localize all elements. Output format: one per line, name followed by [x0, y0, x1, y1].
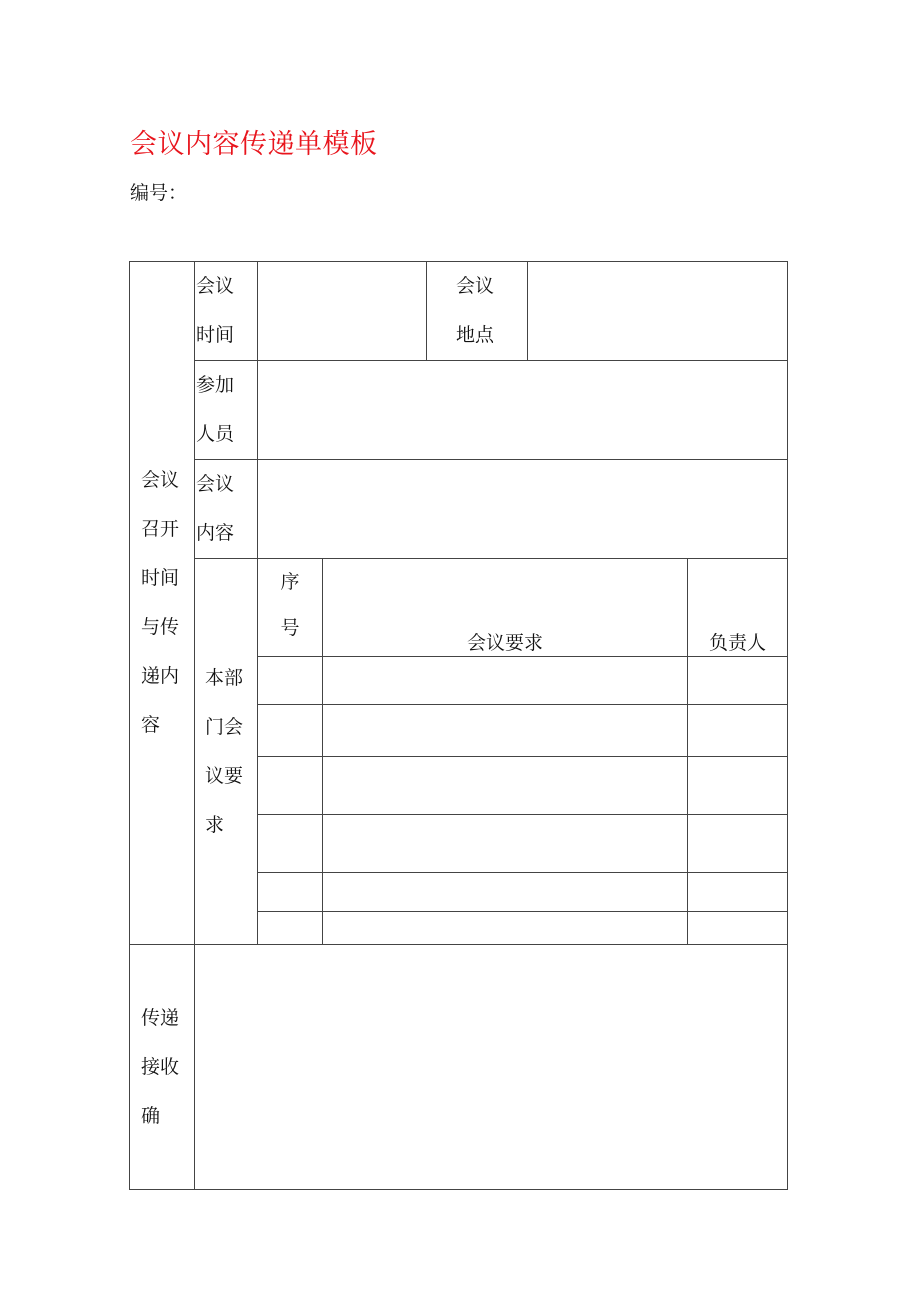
- owner-cell[interactable]: [688, 757, 788, 815]
- requirement-cell[interactable]: [323, 815, 688, 873]
- receipt-confirmation-label: 传递接收确: [130, 945, 195, 1190]
- seq-cell[interactable]: [258, 815, 323, 873]
- meeting-location-label: 会议地点: [427, 262, 528, 361]
- requirement-cell[interactable]: [323, 657, 688, 705]
- seq-cell[interactable]: [258, 757, 323, 815]
- seq-header: 序号: [258, 559, 323, 657]
- serial-number: [130, 178, 307, 205]
- seq-cell[interactable]: [258, 912, 323, 945]
- owner-cell[interactable]: [688, 657, 788, 705]
- owner-header: 负责人: [688, 559, 788, 657]
- confirmation-row: [130, 945, 788, 1190]
- requirement-cell[interactable]: [323, 757, 688, 815]
- owner-cell[interactable]: [688, 873, 788, 912]
- requirement-cell[interactable]: [323, 705, 688, 757]
- attendees-row: [130, 361, 788, 460]
- receipt-confirmation-field[interactable]: [195, 945, 788, 1190]
- owner-cell[interactable]: [688, 815, 788, 873]
- meeting-form-table: [129, 261, 788, 1190]
- attendees-label: 参加人员: [195, 361, 258, 460]
- requirement-header: 会议要求: [323, 559, 688, 657]
- serial-label: 编号：: [130, 182, 188, 204]
- section-meeting-label: 会议召开时间与传递内容: [130, 262, 195, 945]
- requirement-cell[interactable]: [323, 873, 688, 912]
- meeting-time-label: 会议时间: [195, 262, 258, 361]
- owner-cell[interactable]: [688, 912, 788, 945]
- seq-cell[interactable]: [258, 657, 323, 705]
- meeting-time-field[interactable]: [258, 262, 427, 361]
- time-location-row: [130, 262, 788, 361]
- owner-cell[interactable]: [688, 705, 788, 757]
- content-row: [130, 460, 788, 559]
- requirements-header-row: [130, 559, 788, 657]
- requirement-cell[interactable]: [323, 912, 688, 945]
- seq-cell[interactable]: [258, 705, 323, 757]
- seq-cell[interactable]: [258, 873, 323, 912]
- dept-requirements-label: 本部门会议要求: [195, 559, 258, 945]
- attendees-field[interactable]: [258, 361, 788, 460]
- content-field[interactable]: [258, 460, 788, 559]
- document-title: 会议内容传递单模板: [130, 129, 378, 160]
- meeting-location-field[interactable]: [528, 262, 788, 361]
- content-label: 会议内容: [195, 460, 258, 559]
